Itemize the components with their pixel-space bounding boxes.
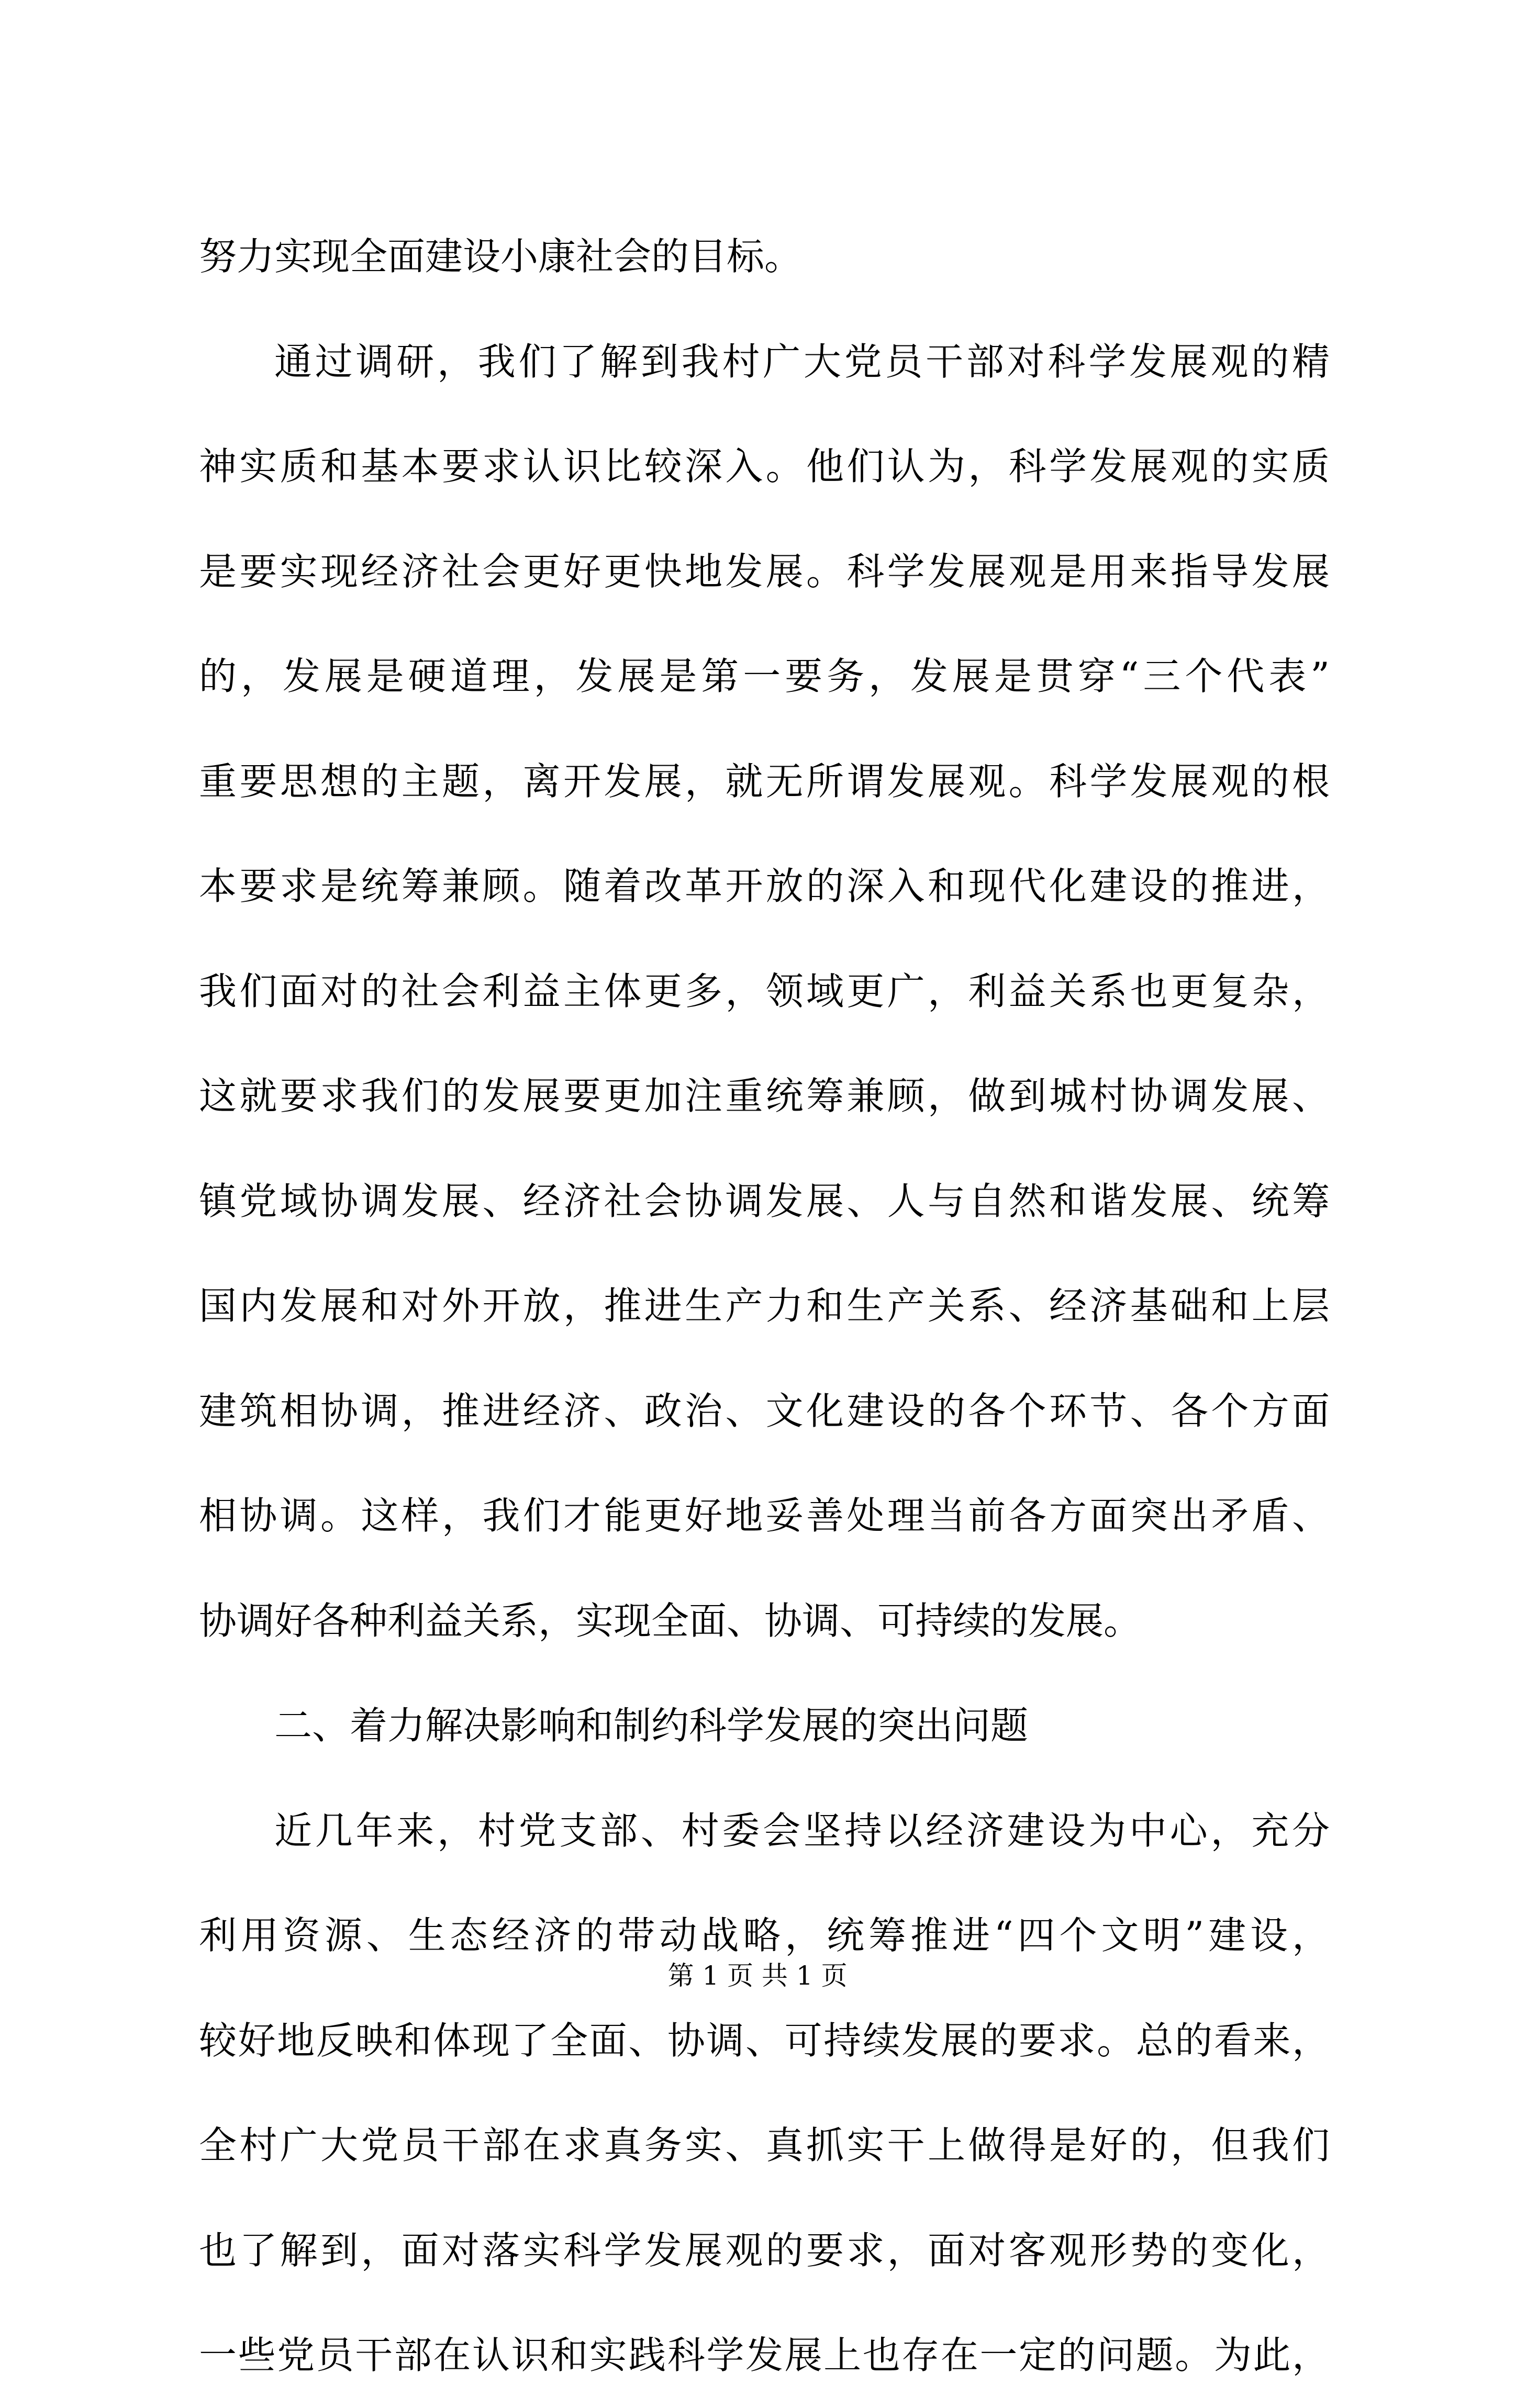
- paragraph-first-line: 通过调研，我们了解到我村广大党员干部对科学发展观的精: [274, 339, 1330, 384]
- text-line: 一些党员干部在认识和实践科学发展上也存在一定的问题。为此，: [199, 2333, 1330, 2377]
- paragraph-first-line: 近几年来，村党支部、村委会坚持以经济建设为中心，充分: [274, 1808, 1330, 1853]
- text-line: 建筑相协调，推进经济、政治、文化建设的各个环节、各个方面: [199, 1388, 1330, 1433]
- text-line: 我们面对的社会利益主体更多，领域更广，利益关系也更复杂，: [199, 969, 1330, 1013]
- text-line: 也了解到，面对落实科学发展观的要求，面对客观形势的变化，: [199, 2228, 1330, 2272]
- text-line: 协调好各种利益关系，实现全面、协调、可持续的发展。: [199, 1598, 1142, 1643]
- text-line: 国内发展和对外开放，推进生产力和生产关系、经济基础和上层: [199, 1284, 1330, 1328]
- text-line: 重要思想的主题，离开发展，就无所谓发展观。科学发展观的根: [199, 759, 1330, 803]
- text-line: 较好地反映和体现了全面、协调、可持续发展的要求。总的看来，: [199, 2018, 1330, 2063]
- document-body: [199, 204, 1330, 2408]
- text-line: 本要求是统筹兼顾。随着改革开放的深入和现代化建设的推进，: [199, 864, 1330, 908]
- text-line: 相协调。这样，我们才能更好地妥善处理当前各方面突出矛盾、: [199, 1494, 1330, 1538]
- paragraph-first-line: 二、着力解决影响和制约科学发展的突出问题: [274, 1704, 1029, 1748]
- text-line: 镇党域协调发展、经济社会协调发展、人与自然和谐发展、统筹: [199, 1179, 1330, 1223]
- text-line: 的，发展是硬道理，发展是第一要务，发展是贯穿“三个代表”: [199, 654, 1330, 698]
- text-line: 全村广大党员干部在求真务实、真抓实干上做得是好的，但我们: [199, 2123, 1330, 2167]
- text-line: 这就要求我们的发展要更加注重统筹兼顾，做到城村协调发展、: [199, 1074, 1330, 1118]
- text-line: 神实质和基本要求认识比较深入。他们认为，科学发展观的实质: [199, 444, 1330, 488]
- page-footer: 第 1 页 共 1 页: [667, 1961, 848, 1991]
- text-line: 努力实现全面建设小康社会的目标。: [199, 234, 803, 278]
- text-line: 利用资源、生态经济的带动战略，统筹推进“四个文明”建设，: [199, 1913, 1330, 1957]
- text-line: 是要实现经济社会更好更快地发展。科学发展观是用来指导发展: [199, 549, 1330, 593]
